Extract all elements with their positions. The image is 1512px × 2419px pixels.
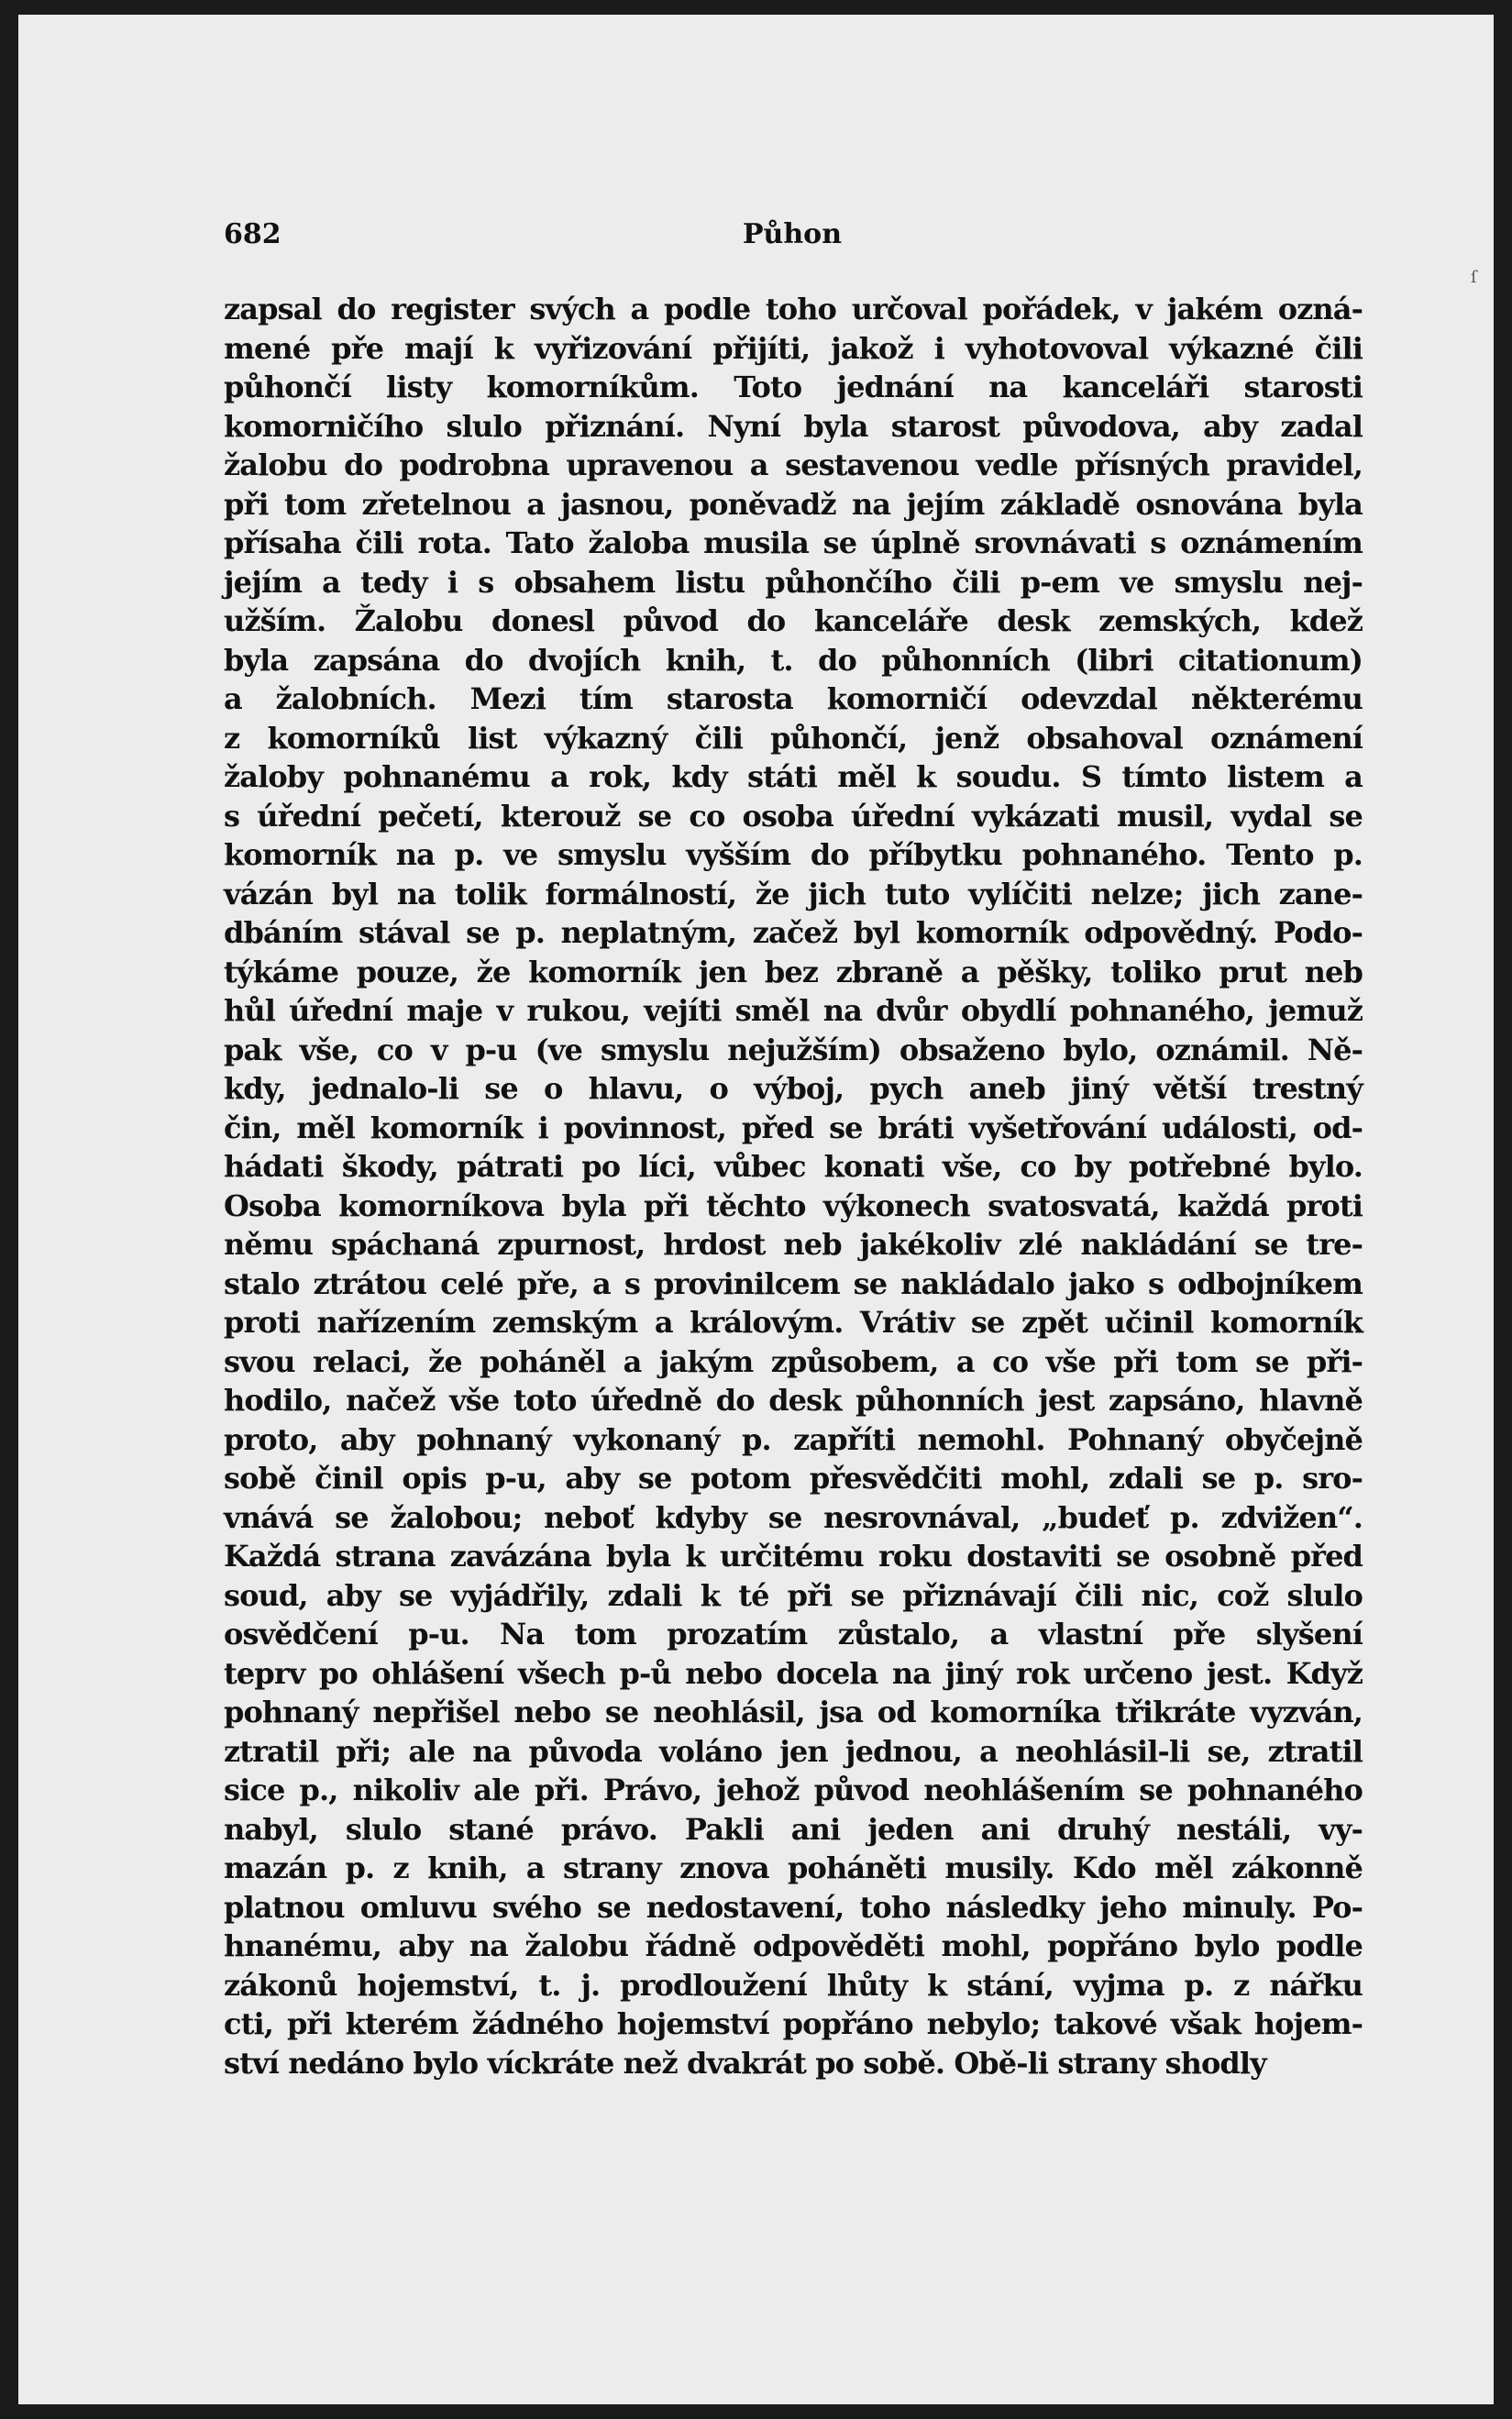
text-line: s úřední pečetí, kterouž se co osoba úřední vykázati musil, vydal se — [224, 798, 1363, 834]
text-line: hádati škody, pátrati po líci, vůbec konati vše, co by potřebné bylo. — [224, 1149, 1363, 1184]
text-line: sice p., nikoliv ale při. Právo, jehož původ neohlášením se pohnaného — [224, 1773, 1363, 1807]
text-line: soud, aby se vyjádřily, zdali k té při se přiznávají čili nic, což slulo — [224, 1577, 1363, 1613]
text-line: přísaha čili rota. Tato žaloba musila se úplně srovnávati s oznámením — [224, 525, 1363, 560]
text-line: ztratil při; ale na původa voláno jen jednou, a neohlásil-li se, ztratil — [224, 1733, 1363, 1769]
text-line: nabyl, slulo stané právo. Pakli ani jeden ani druhý nestáli, vy- — [224, 1811, 1363, 1847]
text-line: čin, měl komorník i povinnost, před se bráti vyšetřování události, od- — [224, 1110, 1363, 1145]
text-line: pak vše, co v p-u (ve smyslu nejužším) obsaženo bylo, oznámil. Ně- — [224, 1032, 1363, 1067]
text-line: ství nedáno bylo víckráte než dvakrát po sobě. Obě-li strany shodly — [224, 2045, 1266, 2081]
text-line: týkáme pouze, že komorník jen bez zbraně a pěšky, toliko prut neb — [224, 954, 1363, 989]
text-line: hodilo, načež vše toto úředně do desk půhonních jest zapsáno, hlavně — [224, 1383, 1363, 1418]
running-title: Půhon — [743, 218, 843, 250]
page-header — [18, 218, 1494, 255]
text-line: stalo ztrátou celé pře, a s provinilcem se nakládalo jako s odbojníkem — [224, 1265, 1363, 1301]
text-line: cti, při kterém žádného hojemství popřáno nebylo; takové však hojem- — [224, 2006, 1363, 2041]
text-line: z komorníků list výkazný čili půhončí, jenž obsahoval oznámení — [224, 720, 1363, 756]
text-line: Osoba komorníkova byla při těchto výkonech svatosvatá, každá proti — [224, 1187, 1363, 1223]
text-line: jejím a tedy i s obsahem listu půhončího čili p-em ve smyslu nej- — [224, 564, 1363, 600]
text-line: vnává se žalobou; neboť kdyby se nesrovnával, „budeť p. zdvižen“. — [224, 1499, 1363, 1535]
text-line: osvědčení p-u. Na tom prozatím zůstalo, a vlastní pře slyšení — [224, 1617, 1363, 1651]
text-line: hnanému, aby na žalobu řádně odpověděti mohl, popřáno bylo podle — [224, 1928, 1363, 1963]
text-line: proti nařízením zemským a královým. Vrátiv se zpět učinil komorník — [224, 1305, 1363, 1340]
text-line: komorník na p. ve smyslu vyšším do příbytku pohnaného. Tento p. — [224, 837, 1363, 872]
body-text — [224, 290, 1363, 2082]
text-line: proto, aby pohnaný vykonaný p. zapříti nemohl. Pohnaný obyčejně — [224, 1421, 1363, 1457]
text-line: a žalobních. Mezi tím starosta komorničí odevzdal některému — [224, 681, 1363, 716]
text-line: byla zapsána do dvojích knih, t. do půhonních (libri citationum) — [224, 642, 1363, 678]
text-line: teprv po ohlášení všech p-ů nebo docela na jiný rok určeno jest. Když — [224, 1655, 1363, 1691]
text-line: při tom zřetelnou a jasnou, poněvadž na jejím základě osnována byla — [224, 486, 1363, 522]
text-line: žalobu do podrobna upravenou a sestavenou vedle přísných pravidel, — [224, 447, 1363, 482]
text-line: němu spáchaná zpurnost, hrdost neb jakékoliv zlé nakládání se tre- — [224, 1227, 1363, 1262]
text-line: kdy, jednalo-li se o hlavu, o výboj, pych aneb jiný větší trestný — [224, 1071, 1363, 1106]
text-line: užším. Žalobu donesl původ do kanceláře desk zemských, kdež — [224, 603, 1363, 638]
text-line: hůl úřední maje v rukou, vejíti směl na dvůr obydlí pohnaného, jemuž — [224, 993, 1363, 1028]
text-line: svou relaci, že poháněl a jakým způsobem, a co vše při tom se při- — [224, 1343, 1363, 1379]
text-line: Každá strana zavázána byla k určitému roku dostaviti se osobně před — [224, 1539, 1363, 1574]
text-line: dbáním stával se p. neplatným, začež byl komorník odpovědný. Podo- — [224, 915, 1363, 950]
text-line: pohnaný nepřišel nebo se neohlásil, jsa od komorníka třikráte vyzván, — [224, 1695, 1363, 1729]
text-line: komorničího slulo přiznání. Nyní byla starost původova, aby zadal — [224, 408, 1363, 444]
margin-mark: ſ — [1471, 268, 1477, 287]
text-line: sobě činil opis p-u, aby se potom přesvědčiti mohl, zdali se p. sro- — [224, 1461, 1363, 1496]
text-line: zapsal do register svých a podle toho určoval pořádek, v jakém ozná- — [224, 292, 1363, 326]
text-line: žaloby pohnanému a rok, kdy státi měl k soudu. S tímto listem a — [224, 759, 1363, 794]
text-line: vázán byl na tolik formálností, že jich tuto vylíčiti nelze; jich zane- — [224, 876, 1363, 911]
text-line: platnou omluvu svého se nedostavení, toho následky jeho minuly. Po- — [224, 1889, 1363, 1925]
text-line: zákonů hojemství, t. j. prodloužení lhůty k stání, vyjma p. z nářku — [224, 1967, 1363, 2003]
text-line: mené pře mají k vyřizování přijíti, jakož i vyhotovoval výkazné čili — [224, 330, 1363, 366]
text-line: půhončí listy komorníkům. Toto jednání na kanceláři starosti — [224, 370, 1363, 404]
text-line: mazán p. z knih, a strany znova poháněti musily. Kdo měl zákonně — [224, 1850, 1363, 1885]
page-number: 682 — [224, 218, 281, 250]
scanned-page — [18, 15, 1494, 2404]
